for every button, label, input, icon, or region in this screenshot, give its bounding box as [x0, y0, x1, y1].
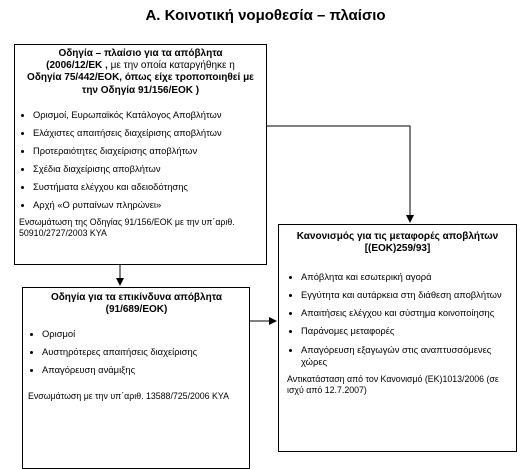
- list-item: Ορισμοί, Ευρωπαϊκός Κατάλογος Αποβλήτων: [19, 109, 262, 121]
- page-title: Α. Κοινοτική νομοθεσία – πλαίσιο: [145, 7, 386, 24]
- list-item: Απαιτήσεις ελέγχου και σύστημα κοινοποίησης: [287, 307, 508, 319]
- list-item: Απόβλητα και εσωτερική αγορά: [287, 271, 508, 283]
- list-item: Ορισμοί: [28, 328, 245, 340]
- list-item: Αρχή «Ο ρυπαίνων πληρώνει»: [19, 199, 262, 211]
- list-item: Παράνομες μεταφορές: [287, 325, 508, 337]
- framework-heading-line2-bold: (2006/12/ΕΚ ,: [46, 60, 108, 72]
- list-item: Εγγύτητα και αυτάρκεια στη διάθεση αποβλήτων: [287, 289, 508, 301]
- shipment-heading-line2: [(ΕΟΚ)259/93]: [364, 243, 431, 255]
- list-item: Απαγόρευση ανάμιξης: [28, 364, 245, 376]
- list-item: Αυστηρότερες απαιτήσεις διαχείρισης: [28, 346, 245, 358]
- list-item: Προτεραιότητες διαχείρισης αποβλήτων: [19, 145, 262, 157]
- framework-heading-line3: Οδηγία 75/442/ΕΟΚ, όπως είχε τροποποιηθεί με: [27, 72, 254, 84]
- list-item: Σχέδια διαχείρισης αποβλήτων: [19, 163, 262, 175]
- list-item: Συστήματα ελέγχου και αδειοδότησης: [19, 181, 262, 193]
- framework-transposition-note: Ενσωμάτωση της Οδηγίας 91/156/ΕΟΚ με την υπ΄αριθ. 50910/2727/2003 ΚΥΑ: [19, 216, 235, 238]
- hazardous-heading-line1: Οδηγία για τα επικίνδυνα απόβλητα: [50, 292, 223, 303]
- framework-heading-line1: Οδηγία – πλαίσιο για τα απόβλητα: [58, 48, 223, 59]
- list-item: Απαγόρευση εξαγωγών στις αναπτυσσόμενες χώρες: [287, 344, 508, 368]
- framework-heading-line4: την Οδηγία 91/156/ΕΟΚ ): [81, 84, 200, 96]
- hazardous-heading-line2: (91/689/ΕΟΚ): [105, 304, 168, 316]
- arrow-framework-to-shipment: [267, 126, 410, 222]
- framework-heading-line2-normal: με την οποία καταργήθηκε η: [107, 60, 235, 72]
- hazardous-transposition-note: Ενσωμάτωση με την υπ΄αριθ. 13588/725/2006 ΚΥΑ: [28, 391, 229, 402]
- shipment-heading-line1: Κανονισμός για τις μεταφορές αποβλήτων: [296, 231, 499, 242]
- shipment-replacement-note: Αντικατάσταση από τον Κανονισμό (ΕΚ)1013/2006 (σε ισχύ από 12.7.2007): [287, 373, 499, 395]
- list-item: Ελάχιστες απαιτήσεις διαχείρισης αποβλήτων: [19, 127, 262, 139]
